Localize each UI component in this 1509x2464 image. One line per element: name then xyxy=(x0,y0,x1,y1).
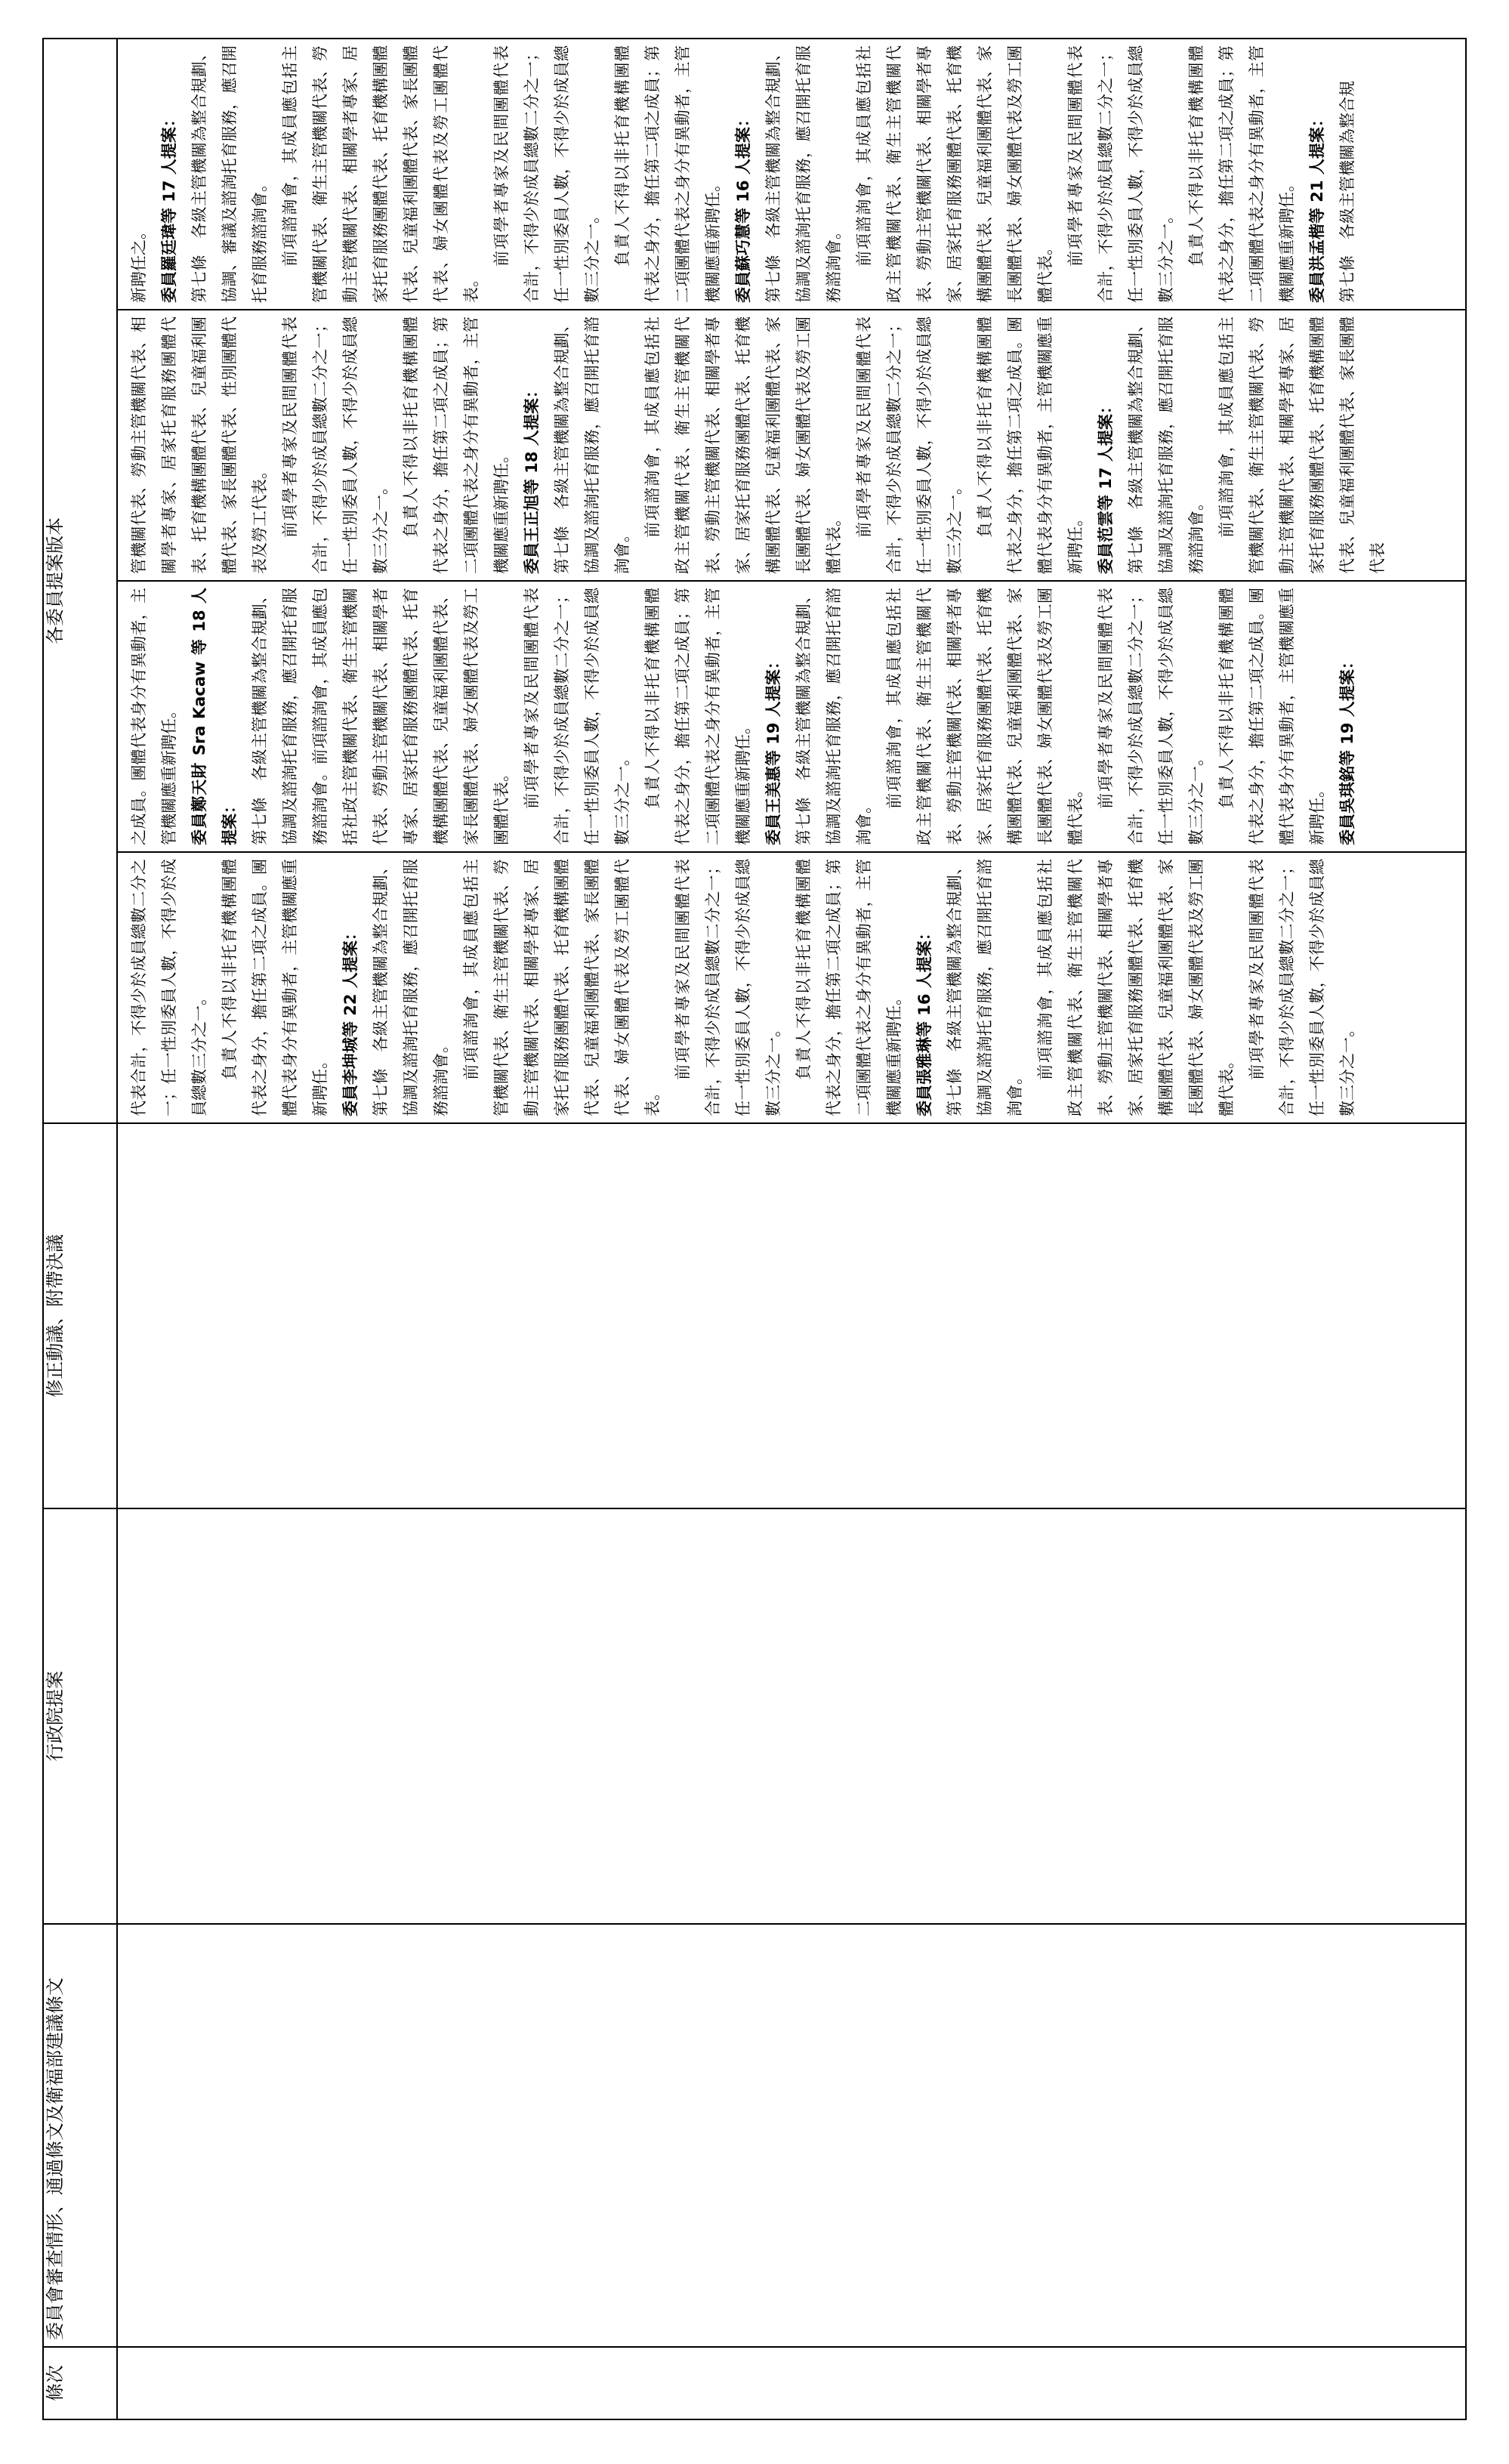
header-legislators: 各委員提案版本 xyxy=(43,39,117,1123)
proposal-column xyxy=(118,580,1465,851)
proposer-heading: 委員羅廷瑋等 17 人提案： xyxy=(160,111,178,303)
clause-paragraph: 負責人不得以非托育機構團體代表之身分，擔任第二項之成員；第二項團體代表之身分有異動者，主管機關應重新聘任。 xyxy=(795,859,903,1116)
clause-paragraph: 前項學者專家及民間團體代表合計，不得少於成員總數二分之一；任一性別委員人數，不得少於成員總數三分之一。 xyxy=(674,859,782,1116)
proposal-column xyxy=(118,309,1465,580)
proposer-heading: 委員范雲等 17 人提案： xyxy=(1097,398,1115,574)
legislator-proposals xyxy=(118,39,1465,1122)
clause-paragraph: 前項諮詢會，其成員應包括社政主管機關代表、衛生主管機關代表、勞動主管機關代表、相關學者專家、居家托育服務團體代表、托育機構團體代表、兒童福利團體代表、家長團體代表、婦女團體代表及勞工團體代表。 xyxy=(1036,859,1236,1116)
clause-paragraph: 第七條 各級主管機關為整合規 xyxy=(1338,81,1356,303)
clause-paragraph: 負責人不得以非托育機構團體代表之身分，擔任第二項之成員；第二項團體代表之身分有異動者，主管機關應重新聘任。 xyxy=(402,316,511,574)
clause-paragraph: 前項學者專家及民間團體代表合計，不得少於成員總數二分之一；任一性別委員人數，不得少於成員總數三分之一。 xyxy=(523,588,631,845)
header-row xyxy=(43,39,117,2419)
header-amendment: 修正動議、附帶決議 xyxy=(43,1123,117,1508)
clause-paragraph: 之成員。團體代表身分有異動者，主管機關應重新聘任。 xyxy=(130,588,178,845)
clause-paragraph: 第七條 各級主管機關為整合規劃、協調及諮詢托育服務，應召開托育服務諮詢會。前項諮詢會，其成員應包括社政主管機關代表、衛生主管機關代表、勞動主管機關代表、相關學者專家、居家托育服務團體代表、托育機構團體代表、兒童福利團體代表、家長團體代表、婦女團體代表及勞工團體代表。 xyxy=(251,588,511,845)
clause-paragraph: 代表合計，不得少於成員總數二分之一；任一性別委員人數，不得少於成員總數三分之一。 xyxy=(130,859,208,1116)
proposer-heading: 委員王美惠等 19 人提案： xyxy=(764,653,782,845)
clause-paragraph: 新聘任之。 xyxy=(130,224,148,303)
proposal-column xyxy=(118,39,1465,309)
header-executive: 行政院提案 xyxy=(43,1508,117,1924)
cell-article xyxy=(117,2347,1466,2419)
proposer-heading: 委員吳琪銘等 19 人提案： xyxy=(1338,653,1356,845)
header-article: 條次 xyxy=(43,2347,117,2419)
clause-paragraph: 負責人不得以非托育機構團體代表之身分，擔任第二項之成員。團體代表身分有異動者，主管機關應重新聘任。 xyxy=(976,316,1085,574)
clause-paragraph: 前項諮詢會，其成員應包括社政主管機關代表、衛生主管機關代表、勞動主管機關代表、相關學者專家、居家托育服務團體代表、托育機構團體代表、兒童福利團體代表、家長團體代表、婦女團體代表及勞工團體代表。 xyxy=(885,588,1085,845)
clause-paragraph: 前項諮詢會，其成員應包括社政主管機關代表、衛生主管機關代表、勞動主管機關代表、相關學者專家、居家托育服務團體代表、托育機構團體代表、兒童福利團體代表、家長團體代表、婦女團體代表及勞工團體代表。 xyxy=(855,45,1054,303)
clause-paragraph: 負責人不得以非托育機構團體代表之身分，擔任第二項之成員；第二項團體代表之身分有異動者，主管機關應重新聘任。 xyxy=(643,588,752,845)
clause-paragraph: 第七條 各級主管機關為整合規劃、協調及諮詢托育服務，應召開托育諮詢會。 xyxy=(795,588,873,845)
clause-paragraph: 前項諮詢會，其成員應包括主管機關代表、衛生主管機關代表、勞動主管機關代表、相關學者專家、居家托育服務團體代表、托育機構團體代表、兒童福利團體代表、家長團體代表、婦女團體代表及勞工團體代表。 xyxy=(281,45,480,303)
proposer-heading: 委員洪孟楷等 21 人提案： xyxy=(1308,111,1326,303)
clause-paragraph: 負責人不得以非托育機構團體代表之身分，擔任第二項之成員。團體代表身分有異動者，主管機關應重新聘任。 xyxy=(1217,588,1326,845)
proposer-heading: 委員李坤城等 22 人提案： xyxy=(341,925,360,1116)
header-committee: 委員會審查情形、通過條文及衛福部建議條文 xyxy=(43,1924,117,2347)
cell-amendment xyxy=(117,1123,1466,1508)
clause-paragraph: 第七條 各級主管機關為整合規劃、協調及諮詢托育服務，應召開托育服務諮詢會。 xyxy=(764,45,843,303)
proposal-comparison-table xyxy=(42,38,1467,2420)
clause-paragraph: 第七條 各級主管機關為整合規劃、協調及諮詢托育服務，應召開托育諮詢會。 xyxy=(946,859,1024,1116)
clause-paragraph: 前項諮詢會，其成員應包括主管機關代表、衛生主管機關代表、勞動主管機關代表、相關學者專家、居家托育服務團體代表、托育機構團體代表、兒童福利團體代表、家長團體代表 xyxy=(1217,316,1387,574)
clause-paragraph: 第七條 各級主管機關為整合規劃、協調及諮詢托育服務，應召開托育諮詢會。 xyxy=(553,316,631,574)
clause-paragraph: 前項諮詢會，其成員應包括主管機關代表、衛生主管機關代表、勞動主管機關代表、相關學者專家、居家托育服務團體代表、托育機構團體代表、兒童福利團體代表、家長團體代表、婦女團體代表及勞工團體代表。 xyxy=(462,859,662,1116)
body-row xyxy=(117,39,1466,2419)
clause-paragraph: 前項學者專家及民間團體代表合計，不得少於成員總數二分之一；任一性別委員人數，不得少於成員總數三分之一。 xyxy=(492,45,601,303)
clause-paragraph: 前項學者專家及民間團體代表合計，不得少於成員總數二分之一；任一性別委員人數，不得少於成員總數三分之一。 xyxy=(1097,588,1205,845)
clause-paragraph: 前項學者專家及民間團體代表合計，不得少於成員總數二分之一；任一性別委員人數，不得少於成員總數三分之一。 xyxy=(1066,45,1175,303)
clause-paragraph: 負責人不得以非托育機構團體代表之身分，擔任第二項之成員。團體代表身分有異動者，主管機關應重新聘任。 xyxy=(221,859,329,1116)
proposer-heading: 委員蘇巧慧等 16 人提案： xyxy=(734,111,752,303)
cell-legislators xyxy=(117,39,1466,1123)
clause-paragraph: 前項學者專家及民間團體代表合計，不得少於成員總數二分之一；任一性別委員人數，不得少於成員總數三分之一。 xyxy=(855,316,964,574)
clause-paragraph: 前項學者專家及民間團體代表合計，不得少於成員總數二分之一；任一性別委員人數，不得少於成員總數三分之一。 xyxy=(1248,859,1356,1116)
clause-paragraph: 負責人不得以非托育機構團體代表之身分，擔任第二項之成員；第二項團體代表之身分有異動者，主管機關應重新聘任。 xyxy=(1187,45,1296,303)
clause-paragraph: 負責人不得以非托育機構團體代表之身分，擔任第二項之成員；第二項團體代表之身分有異動者，主管機關應重新聘任。 xyxy=(613,45,722,303)
clause-paragraph: 第七條 各級主管機關為整合規劃、協調、審議及諮詢托育服務，應召開托育服務諮詢會。 xyxy=(190,45,269,303)
proposal-column xyxy=(118,851,1465,1122)
clause-paragraph: 管機關代表、勞動主管機關代表、相關學者專家、居家托育服務團體代表、托育機構團體代表、兒童福利團體代表、家長團體代表、性別團體代表及勞工代表。 xyxy=(130,316,269,574)
proposer-heading: 委員鄭天財 Sra Kacaw 等 18 人提案： xyxy=(190,588,239,845)
proposer-heading: 委員張雅琳等 16 人提案： xyxy=(915,925,933,1116)
cell-executive xyxy=(117,1508,1466,1924)
clause-paragraph: 前項學者專家及民間團體代表合計，不得少於成員總數二分之一；任一性別委員人數，不得少於成員總數三分之一。 xyxy=(281,316,390,574)
clause-paragraph: 第七條 各級主管機關為整合規劃、協調及諮詢托育服務，應召開托育服務諮詢會。 xyxy=(372,859,450,1116)
clause-paragraph: 第七條 各級主管機關為整合規劃、協調及諮詢托育服務，應召開托育服務諮詢會。 xyxy=(1127,316,1205,574)
cell-committee xyxy=(117,1924,1466,2347)
clause-paragraph: 前項諮詢會，其成員應包括社政主管機關代表、衛生主管機關代表、勞動主管機關代表、相關學者專家、居家托育服務團體代表、托育機構團體代表、兒童福利團體代表、家長團體代表、婦女團體代表及勞工團體代表。 xyxy=(643,316,843,574)
proposer-heading: 委員王正旭等 18 人提案： xyxy=(523,382,541,574)
